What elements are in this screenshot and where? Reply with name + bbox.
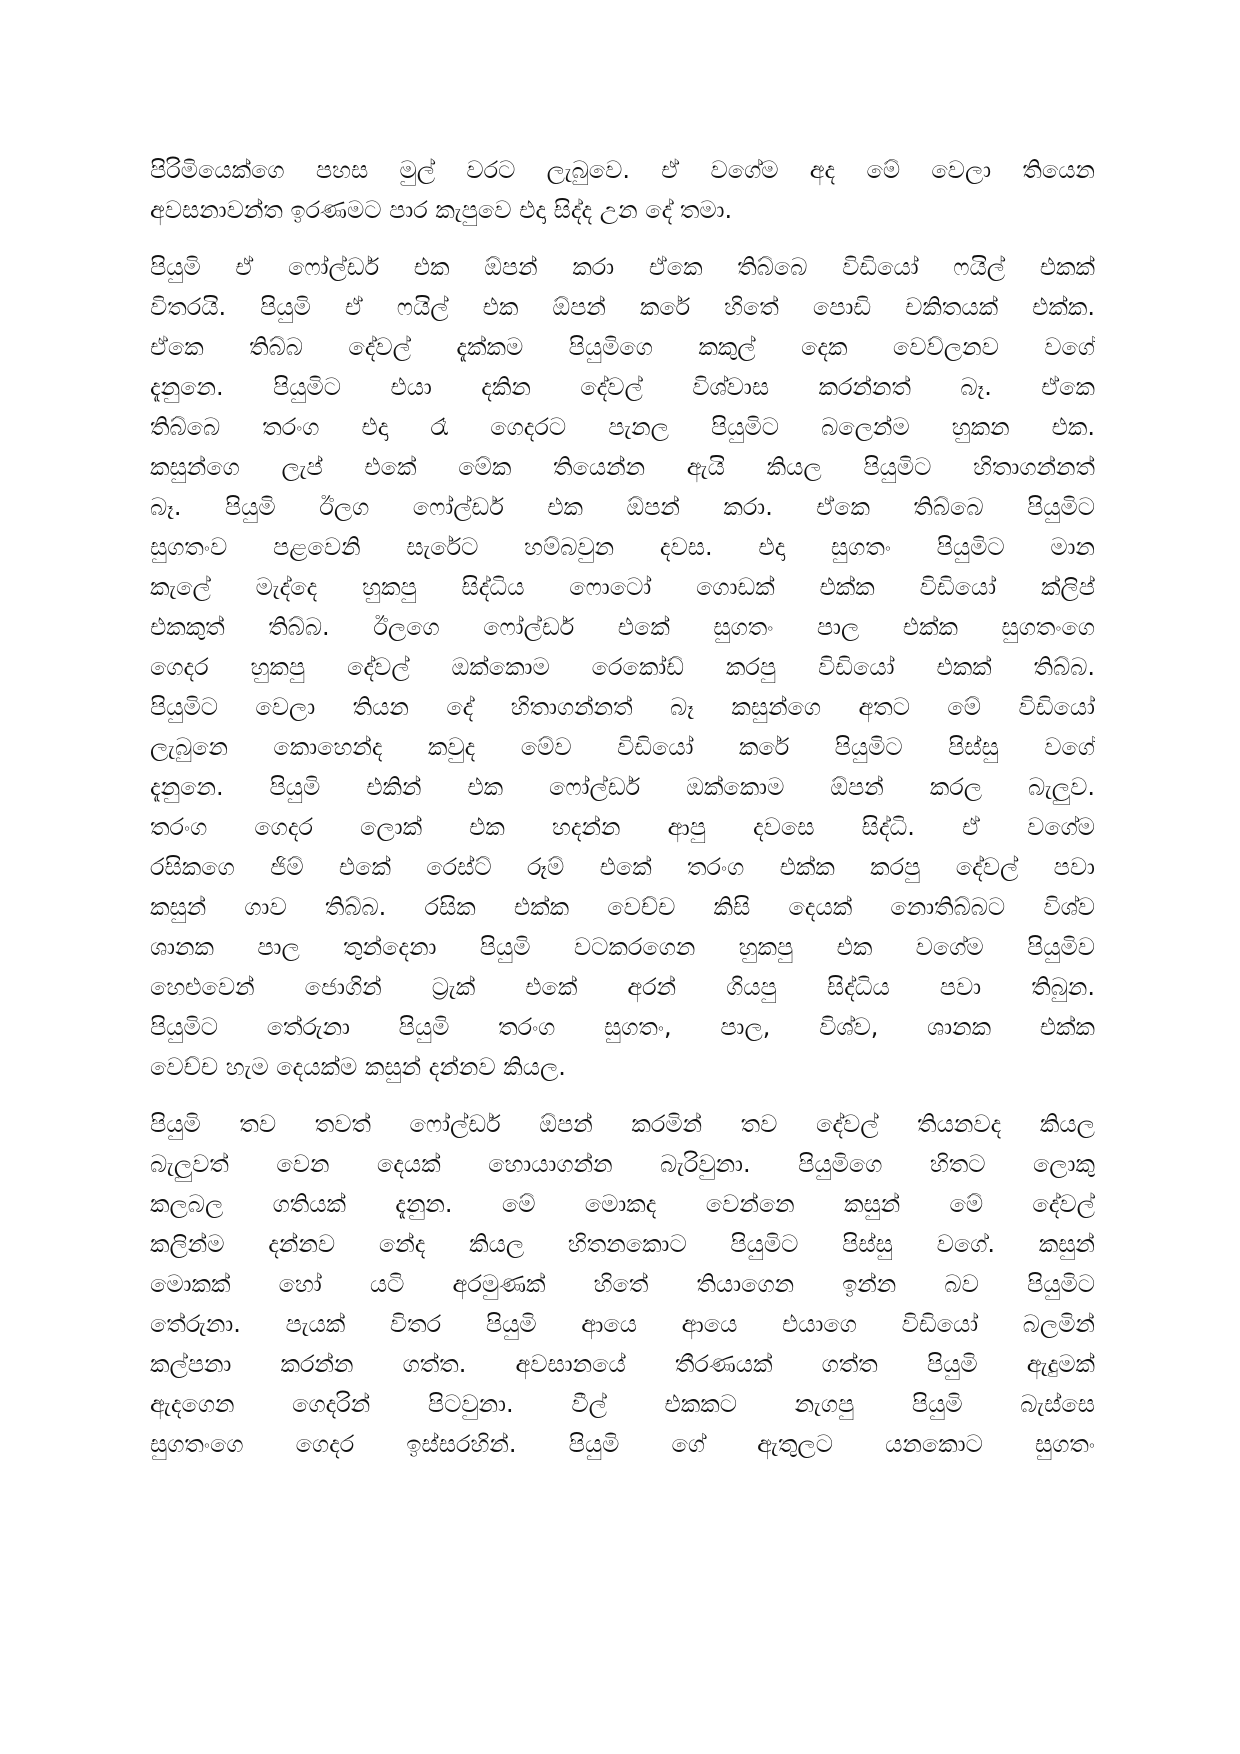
text-line: දැනුනෙ. පියුමි එකින් එක ෆෝල්ඩර් ඔක්කොම ඕපන් කරල බැලුව. <box>150 773 1095 801</box>
text-line: කසුන් ගාව තිබ්බ. රසික එක්ක වෙච්ච කිසි දෙයක් නොතිබ්බට විශ්ව <box>150 893 1095 921</box>
paragraph-2 <box>150 247 1095 1087</box>
text-line: මොකක් හෝ යටි අරමුණක් හිතේ තියාගෙන ඉන්න බව පියුමිට <box>150 1270 1095 1298</box>
document-page <box>150 150 1095 1620</box>
text-line: සුගතංගෙ ගෙදර ඉස්සරහින්. පියුමි ගේ ඇතුලට යනකොට සුගතං <box>150 1430 1095 1458</box>
text-line: කලින්ම දන්නව නේද කියල හිතනකොට පියුමිට පිස්සු වගේ. කසුන් <box>150 1230 1095 1258</box>
text-line: දැනුනෙ. පියුමිට එයා දකින දේවල් විශ්වාස කරන්නත් බෑ. ඒකෙ <box>150 373 1095 401</box>
text-line: වෙච්ච හැම දෙයක්ම කසුන් දන්නව කියල. <box>150 1053 566 1081</box>
text-line: එකකුත් තිබ්බ. ඊලගෙ ෆෝල්ඩර් එකේ සුගතං පාල එක්ක සුගතංගෙ <box>150 613 1095 641</box>
text-line: ඒකෙ තිබ්බ දේවල් දැක්කම පියුමිගෙ කකුල් දෙක වෙව්ලනව වගේ <box>150 333 1095 361</box>
text-line: හෙළුවෙන් ජොගින් ට්‍රැක් එකේ අරන් ගියපු සිද්ධිය පවා තිබුන. <box>150 973 1095 1001</box>
text-line: බෑ. පියුමි ඊලග ෆෝල්ඩර් එක ඕපන් කරා. ඒකෙ තිබ්බෙ පියුමිට <box>150 493 1095 521</box>
text-line: කලබල ගතියක් දැනුන. මේ මොකද වෙන්නෙ කසුන් මේ දේවල් <box>150 1190 1095 1218</box>
text-line: තේරුනා. පැයක් විතර පියුමි ආයෙ ආයෙ එයාගෙ විඩියෝ බලමින් <box>150 1310 1095 1338</box>
text-line: තරංග ගෙදර ලොක් එක හදන්න ආපු දවසෙ සිද්ධි. ඒ වගේම <box>150 813 1095 841</box>
text-line: ශානක පාල තුන්දෙනා පියුමි වටකරගෙන හුකපු එක වගේම පියුමිව <box>150 933 1095 961</box>
text-line: කැලේ මැද්දෙ හුකපු සිද්ධිය ෆොටෝ ගොඩක් එක්ක විඩියෝ ක්ලිප් <box>150 573 1095 601</box>
text-line: ලැබුනෙ කොහෙන්ද කවුද මේව විඩියෝ කරේ පියුමිට පිස්සු වගේ <box>150 733 1095 761</box>
text-line: සුගතංව පළවෙනි සැරේට හම්බවුන දවස. එදා සුගතං පියුමිට මාන <box>150 533 1095 561</box>
text-line: කසුන්ගෙ ලැප් එකේ මේක තියෙන්න ඇයි කියල පියුමිට හිතාගන්නත් <box>150 453 1095 481</box>
text-line: අවසනාවන්ත ඉරණමට පාර කැපුවෙ එදා සිද්ද උන දේ තමා. <box>150 196 733 224</box>
text-line: පියුමිට තේරුනා පියුමි තරංග සුගතං, පාල, විශ්ව, ශානක එක්ක <box>150 1013 1095 1041</box>
text-line: රසිකගෙ ජිම් එකේ රෙස්ට් රූම් එකේ තරංග එක්ක කරපු දේවල් පවා <box>150 853 1095 881</box>
text-line: තිබ්බෙ තරංග එදා රෑ ගෙදරට පැනල පියුමිට බලෙන්ම හුකන එක. <box>150 413 1095 441</box>
text-line: විතරයි. පියුමි ඒ ෆයිල් එක ඕපන් කරේ හිතේ පොඩි චකිතයක් එක්ක. <box>150 293 1095 321</box>
text-line: පියුමි තව තවත් ෆෝල්ඩර් ඕපන් කරමින් තව දේවල් තියනවද කියල <box>150 1110 1095 1138</box>
paragraph-1 <box>150 150 1095 230</box>
paragraph-3 <box>150 1104 1095 1464</box>
text-line: පියුමි ඒ ෆෝල්ඩර් එක ඕපන් කරා ඒකෙ තිබ්බෙ විඩියෝ ෆයිල් එකක් <box>150 253 1095 281</box>
text-line: කල්පනා කරන්න ගත්ත. අවසානයේ තීරණයක් ගත්ත පියුමි ඇදුමක් <box>150 1350 1095 1378</box>
text-line: පියුමිට වෙලා තියන දේ හිතාගන්නත් බෑ කසුන්ගෙ අතට මේ විඩියෝ <box>150 693 1095 721</box>
text-line: ගෙදර හුකපු දේවල් ඔක්කොම රෙකෝඩ් කරපු විඩියෝ එකක් තිබ්බ. <box>150 653 1095 681</box>
text-line: පිරිමියෙක්ගෙ පහස මුල් වරට ලැබුවෙ. ඒ වගේම අද මේ වෙලා තියෙන <box>150 156 1095 184</box>
text-line: බැලුවත් වෙන දෙයක් හොයාගන්න බැරිවුනා. පියුමිගෙ හිතට ලොකු <box>150 1150 1095 1178</box>
text-line: ඇදගෙන ගෙදරින් පිටවුනා. වීල් එකකට නැගපු පියුමි බැස්සෙ <box>150 1390 1095 1418</box>
